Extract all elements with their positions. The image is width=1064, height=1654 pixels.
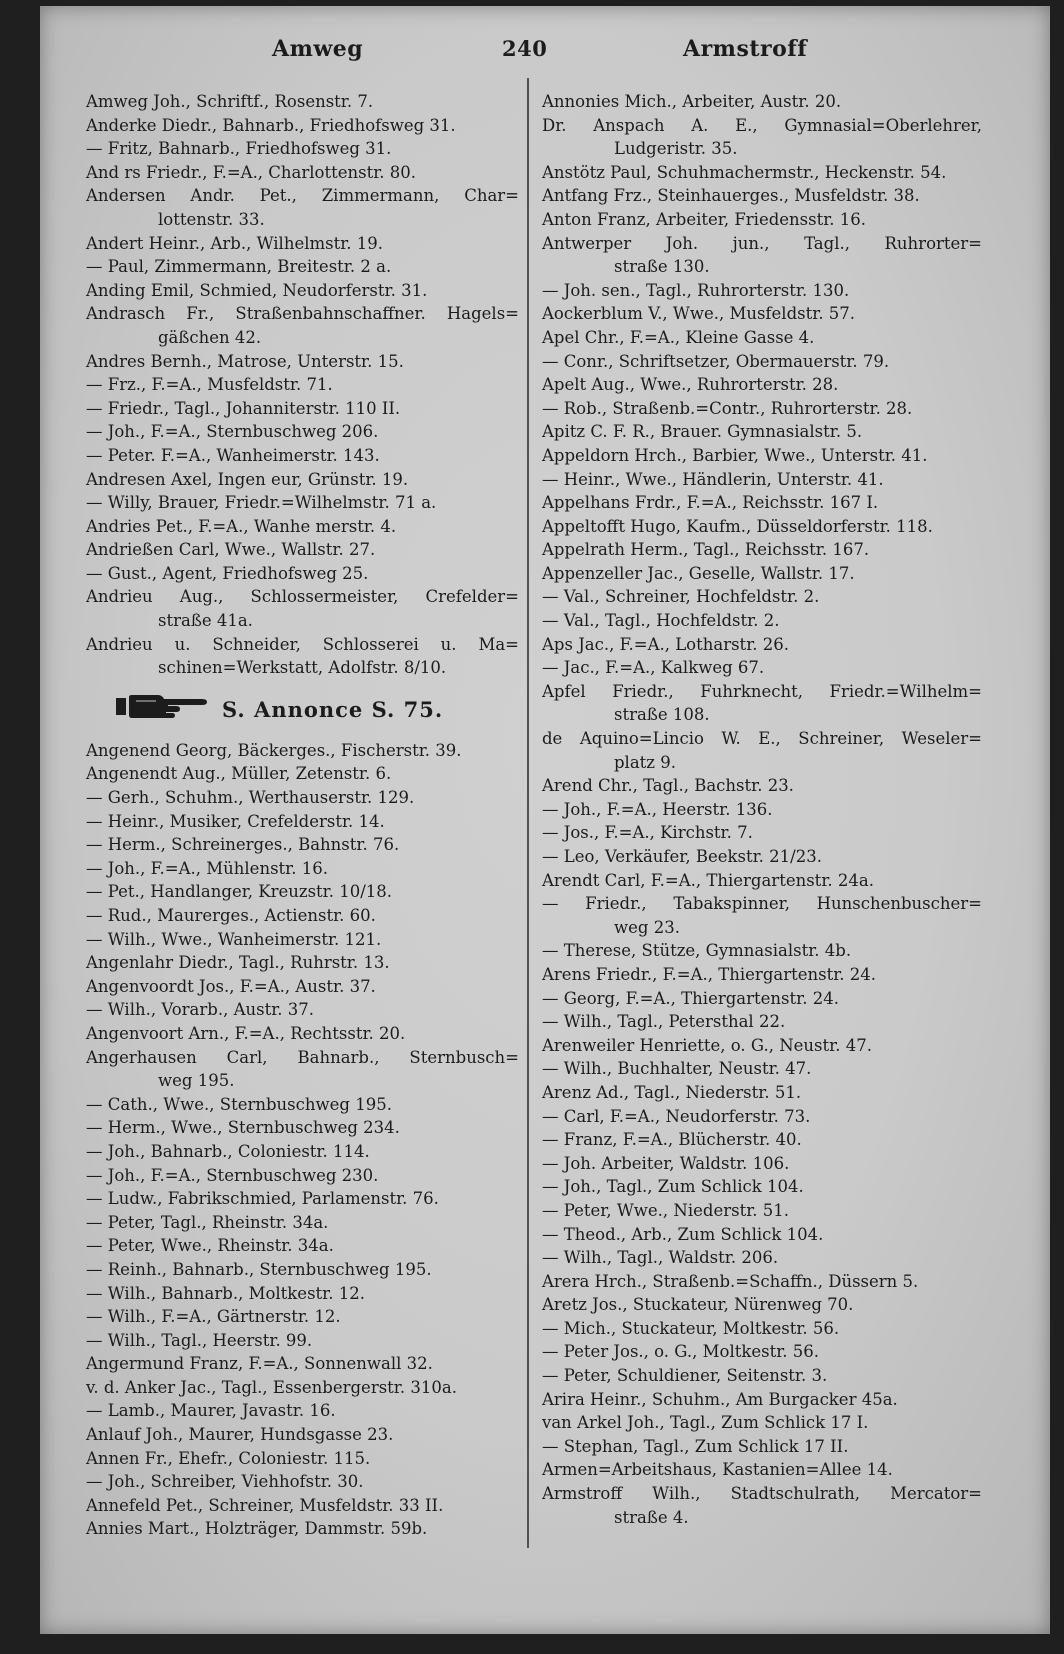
directory-entry bbox=[542, 798, 982, 822]
directory-entry bbox=[542, 963, 982, 987]
entry-line: — Carl, F.=A., Neudorferstr. 73. bbox=[542, 1106, 811, 1126]
directory-entry bbox=[542, 774, 982, 798]
entry-line: — Mich., Stuckateur, Moltkestr. 56. bbox=[542, 1318, 840, 1338]
entry-line: Arera Hrch., Straßenb.=Schaffn., Düssern 5. bbox=[542, 1271, 919, 1291]
directory-entry bbox=[86, 1282, 519, 1306]
directory-entry bbox=[86, 1211, 519, 1235]
entry-line: Anderke Diedr., Bahnarb., Friedhofsweg 31. bbox=[86, 115, 456, 135]
directory-entry bbox=[542, 821, 982, 845]
directory-entry bbox=[86, 1352, 519, 1376]
directory-entry bbox=[542, 279, 982, 303]
directory-entry bbox=[542, 538, 982, 562]
directory-entry bbox=[542, 326, 982, 350]
directory-entry bbox=[86, 1046, 519, 1093]
directory-entry bbox=[542, 987, 982, 1011]
directory-entry bbox=[86, 255, 519, 279]
directory-entry bbox=[542, 845, 982, 869]
directory-entry bbox=[86, 350, 519, 374]
directory-entry bbox=[542, 1152, 982, 1176]
directory-entry bbox=[542, 1482, 982, 1529]
directory-entry bbox=[542, 869, 982, 893]
entry-line: Andres Bernh., Matrose, Unterstr. 15. bbox=[86, 351, 404, 371]
entry-line: Appelrath Herm., Tagl., Reichsstr. 167. bbox=[542, 540, 870, 560]
directory-entry bbox=[86, 468, 519, 492]
entry-line: — Joh. Arbeiter, Waldstr. 106. bbox=[542, 1153, 790, 1173]
left-entries-top bbox=[86, 90, 519, 680]
entry-line: Annies Mart., Holzträger, Dammstr. 59b. bbox=[86, 1519, 428, 1539]
directory-entry bbox=[86, 880, 519, 904]
entry-line: Amweg Joh., Schriftf., Rosenstr. 7. bbox=[86, 92, 374, 111]
directory-entry bbox=[542, 1223, 982, 1247]
directory-entry bbox=[542, 609, 982, 633]
directory-entry bbox=[86, 1187, 519, 1211]
entry-line: — Joh., F.=A., Sternbuschweg 206. bbox=[86, 422, 379, 442]
entry-line: Angenend Georg, Bäckerges., Fischerstr. 39. bbox=[86, 740, 462, 760]
entry-continuation-line: weg 23. bbox=[614, 917, 680, 937]
directory-entry bbox=[542, 633, 982, 657]
directory-entry bbox=[86, 1093, 519, 1117]
entry-line: — Wilh., F.=A., Gärtnerstr. 12. bbox=[86, 1307, 341, 1327]
entry-line: — Reinh., Bahnarb., Sternbuschweg 195. bbox=[86, 1259, 432, 1279]
directory-entry bbox=[542, 562, 982, 586]
directory-entry bbox=[542, 90, 982, 114]
directory-entry bbox=[86, 562, 519, 586]
entry-line: Aockerblum V., Wwe., Musfeldstr. 57. bbox=[542, 304, 856, 324]
entry-line: And rs Friedr., F.=A., Charlottenstr. 80. bbox=[86, 162, 417, 182]
directory-entry bbox=[542, 1340, 982, 1364]
directory-entry bbox=[542, 350, 982, 374]
entry-line: — Herm., Schreinerges., Bahnstr. 76. bbox=[86, 835, 400, 855]
directory-entry bbox=[86, 1329, 519, 1353]
directory-entry bbox=[542, 184, 982, 208]
page-number: 240 bbox=[502, 36, 548, 61]
entry-line: Andrießen Carl, Wwe., Wallstr. 27. bbox=[86, 540, 376, 560]
directory-entry bbox=[542, 892, 982, 939]
entry-line: Annefeld Pet., Schreiner, Musfeldstr. 33 II. bbox=[86, 1495, 444, 1515]
directory-entry bbox=[542, 680, 982, 727]
entry-line: — Joh., Tagl., Zum Schlick 104. bbox=[542, 1177, 804, 1197]
directory-entry bbox=[86, 1140, 519, 1164]
entry-line: — Joh. sen., Tagl., Ruhrorterstr. 130. bbox=[542, 280, 850, 300]
directory-entry bbox=[542, 1081, 982, 1105]
right-entries bbox=[542, 90, 982, 1529]
entry-continuation-line: straße 108. bbox=[614, 705, 710, 725]
entry-continuation-line: straße 41a. bbox=[158, 611, 253, 631]
directory-entry bbox=[542, 1458, 982, 1482]
entry-continuation-line: platz 9. bbox=[614, 752, 676, 772]
entry-line: Anstötz Paul, Schuhmachermstr., Heckenstr. 54. bbox=[542, 162, 947, 182]
directory-entry bbox=[86, 1517, 519, 1541]
directory-entry bbox=[86, 1447, 519, 1471]
entry-line: Angerhausen Carl, Bahnarb., Sternbusch= bbox=[86, 1047, 519, 1067]
entry-line: — Jos., F.=A., Kirchstr. 7. bbox=[542, 823, 753, 843]
directory-entry bbox=[542, 468, 982, 492]
entry-line: Arira Heinr., Schuhm., Am Burgacker 45a. bbox=[542, 1389, 898, 1409]
directory-entry bbox=[86, 279, 519, 303]
entry-line: — Wilh., Vorarb., Austr. 37. bbox=[86, 1000, 315, 1020]
directory-entry bbox=[542, 515, 982, 539]
entry-line: Annonies Mich., Arbeiter, Austr. 20. bbox=[542, 92, 842, 111]
directory-entry bbox=[86, 975, 519, 999]
directory-entry bbox=[86, 786, 519, 810]
directory-entry bbox=[542, 1246, 982, 1270]
directory-entry bbox=[542, 1175, 982, 1199]
directory-entry bbox=[86, 1470, 519, 1494]
entry-line: — Gust., Agent, Friedhofsweg 25. bbox=[86, 563, 369, 583]
entry-line: — Joh., Schreiber, Viehhofstr. 30. bbox=[86, 1472, 364, 1492]
entry-line: — Wilh., Buchhalter, Neustr. 47. bbox=[542, 1059, 812, 1079]
right-column bbox=[542, 90, 982, 1529]
directory-entry bbox=[542, 1105, 982, 1129]
entry-line: Andries Pet., F.=A., Wanhe merstr. 4. bbox=[86, 516, 397, 536]
entry-line: Antwerper Joh. jun., Tagl., Ruhrorter= bbox=[542, 233, 982, 253]
entry-line: Apelt Aug., Wwe., Ruhrorterstr. 28. bbox=[542, 375, 839, 395]
entry-line: — Theod., Arb., Zum Schlick 104. bbox=[542, 1224, 824, 1244]
directory-entry bbox=[86, 1116, 519, 1140]
directory-entry bbox=[86, 232, 519, 256]
entry-line: — Joh., F.=A., Sternbuschweg 230. bbox=[86, 1165, 379, 1185]
directory-entry bbox=[542, 1364, 982, 1388]
directory-entry bbox=[542, 939, 982, 963]
entry-line: — Franz, F.=A., Blücherstr. 40. bbox=[542, 1130, 802, 1150]
entry-line: — Joh., Bahnarb., Coloniestr. 114. bbox=[86, 1141, 370, 1161]
entry-line: — Wilh., Wwe., Wanheimerstr. 121. bbox=[86, 929, 382, 949]
entry-line: — Rud., Maurerges., Actienstr. 60. bbox=[86, 906, 376, 925]
entry-line: de Aquino=Lincio W. E., Schreiner, Weseler= bbox=[542, 729, 982, 749]
entry-line: Arendt Carl, F.=A., Thiergartenstr. 24a. bbox=[542, 870, 874, 890]
entry-line: Angenvoort Arn., F.=A., Rechtsstr. 20. bbox=[86, 1023, 406, 1043]
entry-line: — Pet., Handlanger, Kreuzstr. 10/18. bbox=[86, 882, 393, 902]
entry-line: — Herm., Wwe., Sternbuschweg 234. bbox=[86, 1118, 400, 1138]
entry-line: Apel Chr., F.=A., Kleine Gasse 4. bbox=[542, 327, 815, 347]
entry-line: Andrasch Fr., Straßenbahnschaffner. Hagels= bbox=[86, 304, 519, 324]
directory-entry bbox=[86, 302, 519, 349]
directory-entry bbox=[86, 633, 519, 680]
entry-line: — Val., Schreiner, Hochfeldstr. 2. bbox=[542, 587, 820, 607]
entry-line: Anding Emil, Schmied, Neudorferstr. 31. bbox=[86, 280, 428, 300]
entry-line: — Peter, Schuldiener, Seitenstr. 3. bbox=[542, 1366, 828, 1386]
entry-line: Andrieu Aug., Schlossermeister, Crefelder= bbox=[86, 587, 519, 607]
entry-line: Angermund Franz, F.=A., Sonnenwall 32. bbox=[86, 1354, 433, 1374]
entry-line: — Peter. F.=A., Wanheimerstr. 143. bbox=[86, 445, 380, 465]
entry-line: — Lamb., Maurer, Javastr. 16. bbox=[86, 1401, 336, 1421]
directory-entry bbox=[86, 373, 519, 397]
directory-entry bbox=[86, 998, 519, 1022]
entry-line: — Peter Jos., o. G., Moltkestr. 56. bbox=[542, 1342, 820, 1362]
entry-line: — Georg, F.=A., Thiergartenstr. 24. bbox=[542, 988, 839, 1008]
entry-line: — Joh., F.=A., Mühlenstr. 16. bbox=[86, 858, 328, 878]
directory-entry bbox=[542, 444, 982, 468]
directory-entry bbox=[542, 1199, 982, 1223]
directory-entry bbox=[86, 1022, 519, 1046]
entry-line: — Wilh., Tagl., Petersthal 22. bbox=[542, 1012, 786, 1032]
directory-entry bbox=[542, 585, 982, 609]
entry-line: — Peter, Wwe., Niederstr. 51. bbox=[542, 1200, 790, 1220]
directory-entry bbox=[86, 857, 519, 881]
directory-entry bbox=[542, 491, 982, 515]
directory-entry bbox=[86, 1494, 519, 1518]
entry-continuation-line: straße 130. bbox=[614, 257, 710, 277]
entry-continuation-line: Ludgeristr. 35. bbox=[614, 139, 738, 159]
directory-entry bbox=[542, 1317, 982, 1341]
entry-line: Arend Chr., Tagl., Bachstr. 23. bbox=[542, 776, 794, 796]
entry-line: — Heinr., Wwe., Händlerin, Unterstr. 41. bbox=[542, 469, 884, 489]
entry-line: Angenlahr Diedr., Tagl., Ruhrstr. 13. bbox=[86, 953, 390, 973]
entry-line: — Therese, Stütze, Gymnasialstr. 4b. bbox=[542, 941, 852, 961]
entry-line: Arenz Ad., Tagl., Niederstr. 51. bbox=[542, 1082, 802, 1102]
directory-entry bbox=[86, 137, 519, 161]
directory-entry bbox=[542, 420, 982, 444]
entry-line: Armen=Arbeitshaus, Kastanien=Allee 14. bbox=[542, 1460, 893, 1480]
entry-line: Annen Fr., Ehefr., Coloniestr. 115. bbox=[86, 1448, 371, 1468]
directory-entry bbox=[86, 515, 519, 539]
entry-line: — Conr., Schriftsetzer, Obermauerstr. 79. bbox=[542, 351, 890, 371]
annonce-reference: S. Annonce S. 75. bbox=[222, 696, 444, 722]
entry-line: Aps Jac., F.=A., Lotharstr. 26. bbox=[542, 634, 789, 654]
entry-line: — Wilh., Bahnarb., Moltkestr. 12. bbox=[86, 1283, 365, 1303]
directory-entry bbox=[542, 1057, 982, 1081]
annonce-notice bbox=[86, 680, 519, 739]
entry-continuation-line: weg 195. bbox=[158, 1071, 235, 1091]
directory-entry bbox=[86, 1305, 519, 1329]
entry-line: — Peter, Tagl., Rheinstr. 34a. bbox=[86, 1212, 329, 1232]
directory-entry bbox=[86, 491, 519, 515]
directory-entry bbox=[86, 1423, 519, 1447]
directory-entry bbox=[86, 928, 519, 952]
entry-line: Armstroff Wilh., Stadtschulrath, Mercator= bbox=[542, 1484, 982, 1504]
entry-line: Appelhans Frdr., F.=A., Reichsstr. 167 I. bbox=[542, 493, 879, 513]
entry-line: — Wilh., Tagl., Waldstr. 206. bbox=[542, 1248, 779, 1268]
entry-line: — Rob., Straßenb.=Contr., Ruhrorterstr. 28. bbox=[542, 398, 913, 418]
directory-entry bbox=[86, 1234, 519, 1258]
directory-entry bbox=[86, 114, 519, 138]
directory-entry bbox=[86, 444, 519, 468]
entry-line: — Joh., F.=A., Heerstr. 136. bbox=[542, 799, 773, 819]
directory-entry bbox=[542, 373, 982, 397]
entry-line: — Val., Tagl., Hochfeldstr. 2. bbox=[542, 611, 780, 631]
directory-entry bbox=[542, 114, 982, 161]
directory-entry bbox=[86, 420, 519, 444]
entry-line: — Gerh., Schuhm., Werthauserstr. 129. bbox=[86, 788, 415, 808]
left-column bbox=[86, 90, 519, 1541]
entry-line: — Wilh., Tagl., Heerstr. 99. bbox=[86, 1330, 313, 1350]
entry-line: Anlauf Joh., Maurer, Hundsgasse 23. bbox=[86, 1425, 394, 1445]
column-divider bbox=[527, 78, 529, 1548]
directory-entry bbox=[86, 951, 519, 975]
entry-line: Aretz Jos., Stuckateur, Nürenweg 70. bbox=[542, 1295, 854, 1315]
left-entries-bottom bbox=[86, 739, 519, 1541]
directory-entry bbox=[86, 739, 519, 763]
entry-line: Angenendt Aug., Müller, Zetenstr. 6. bbox=[86, 764, 392, 784]
entry-line: — Stephan, Tagl., Zum Schlick 17 II. bbox=[542, 1436, 849, 1456]
entry-line: — Jac., F.=A., Kalkweg 67. bbox=[542, 658, 765, 678]
entry-line: v. d. Anker Jac., Tagl., Essenbergerstr. 310a. bbox=[86, 1377, 457, 1397]
entry-line: Andersen Andr. Pet., Zimmermann, Char= bbox=[86, 186, 519, 206]
entry-line: Andrieu u. Schneider, Schlosserei u. Ma= bbox=[86, 634, 519, 654]
directory-entry bbox=[542, 727, 982, 774]
directory-entry bbox=[86, 762, 519, 786]
entry-line: — Frz., F.=A., Musfeldstr. 71. bbox=[86, 375, 333, 395]
entry-line: Appeltofft Hugo, Kaufm., Düsseldorferstr. 118. bbox=[542, 516, 933, 536]
entry-continuation-line: schinen=Werkstatt, Adolfstr. 8/10. bbox=[158, 658, 447, 678]
entry-line: Apitz C. F. R., Brauer. Gymnasialstr. 5. bbox=[542, 422, 863, 442]
directory-entry bbox=[542, 1293, 982, 1317]
entry-line: Dr. Anspach A. E., Gymnasial=Oberlehrer, bbox=[542, 115, 982, 135]
directory-entry bbox=[542, 656, 982, 680]
running-head-right: Armstroff bbox=[683, 36, 808, 62]
entry-line: Andresen Axel, Ingen eur, Grünstr. 19. bbox=[86, 469, 409, 489]
directory-entry bbox=[542, 1034, 982, 1058]
entry-line: Antfang Frz., Steinhauerges., Musfeldstr. 38. bbox=[542, 186, 920, 206]
directory-entry bbox=[86, 1376, 519, 1400]
directory-entry bbox=[86, 833, 519, 857]
entry-line: Andert Heinr., Arb., Wilhelmstr. 19. bbox=[86, 233, 384, 253]
entry-line: Arenweiler Henriette, o. G., Neustr. 47. bbox=[542, 1035, 872, 1055]
entry-continuation-line: straße 4. bbox=[614, 1507, 689, 1527]
entry-continuation-line: gäßchen 42. bbox=[158, 327, 262, 347]
directory-entry bbox=[86, 1399, 519, 1423]
directory-entry bbox=[542, 208, 982, 232]
entry-line: — Cath., Wwe., Sternbuschweg 195. bbox=[86, 1094, 392, 1114]
directory-entry bbox=[86, 90, 519, 114]
entry-line: — Heinr., Musiker, Crefelderstr. 14. bbox=[86, 811, 385, 831]
directory-entry bbox=[86, 1164, 519, 1188]
directory-entry bbox=[542, 1411, 982, 1435]
directory-entry bbox=[542, 302, 982, 326]
directory-entry bbox=[86, 904, 519, 928]
directory-entry bbox=[86, 184, 519, 231]
entry-line: — Paul, Zimmermann, Breitestr. 2 a. bbox=[86, 257, 392, 277]
directory-entry bbox=[542, 1435, 982, 1459]
directory-entry bbox=[542, 161, 982, 185]
directory-entry bbox=[542, 397, 982, 421]
directory-entry bbox=[86, 538, 519, 562]
entry-continuation-line: lottenstr. 33. bbox=[158, 209, 265, 229]
directory-entry bbox=[86, 810, 519, 834]
entry-line: Arens Friedr., F.=A., Thiergartenstr. 24. bbox=[542, 964, 877, 984]
entry-line: van Arkel Joh., Tagl., Zum Schlick 17 I. bbox=[542, 1413, 869, 1433]
entry-line: — Friedr., Tabakspinner, Hunschenbuscher= bbox=[542, 894, 982, 914]
entry-line: — Peter, Wwe., Rheinstr. 34a. bbox=[86, 1236, 334, 1256]
entry-line: Appeldorn Hrch., Barbier, Wwe., Unterstr. 41. bbox=[542, 445, 928, 465]
entry-line: — Fritz, Bahnarb., Friedhofsweg 31. bbox=[86, 139, 392, 159]
directory-entry bbox=[86, 1258, 519, 1282]
pointing-hand-icon bbox=[116, 692, 208, 727]
entry-line: Anton Franz, Arbeiter, Friedensstr. 16. bbox=[542, 209, 867, 229]
running-head-left: Amweg bbox=[272, 36, 364, 62]
entry-line: Apfel Friedr., Fuhrknecht, Friedr.=Wilhelm= bbox=[542, 681, 982, 701]
entry-line: — Leo, Verkäufer, Beekstr. 21/23. bbox=[542, 847, 822, 866]
directory-entry bbox=[542, 1128, 982, 1152]
directory-entry bbox=[542, 1010, 982, 1034]
directory-entry bbox=[86, 397, 519, 421]
entry-line: — Ludw., Fabrikschmied, Parlamenstr. 76. bbox=[86, 1189, 439, 1209]
entry-line: — Willy, Brauer, Friedr.=Wilhelmstr. 71 a. bbox=[86, 493, 437, 513]
directory-entry bbox=[542, 1270, 982, 1294]
directory-entry bbox=[542, 232, 982, 279]
entry-line: Appenzeller Jac., Geselle, Wallstr. 17. bbox=[542, 563, 855, 583]
entry-line: — Friedr., Tagl., Johanniterstr. 110 II. bbox=[86, 398, 401, 418]
entry-line: Angenvoordt Jos., F.=A., Austr. 37. bbox=[86, 976, 376, 996]
directory-entry bbox=[86, 585, 519, 632]
directory-entry bbox=[542, 1388, 982, 1412]
directory-entry bbox=[86, 161, 519, 185]
